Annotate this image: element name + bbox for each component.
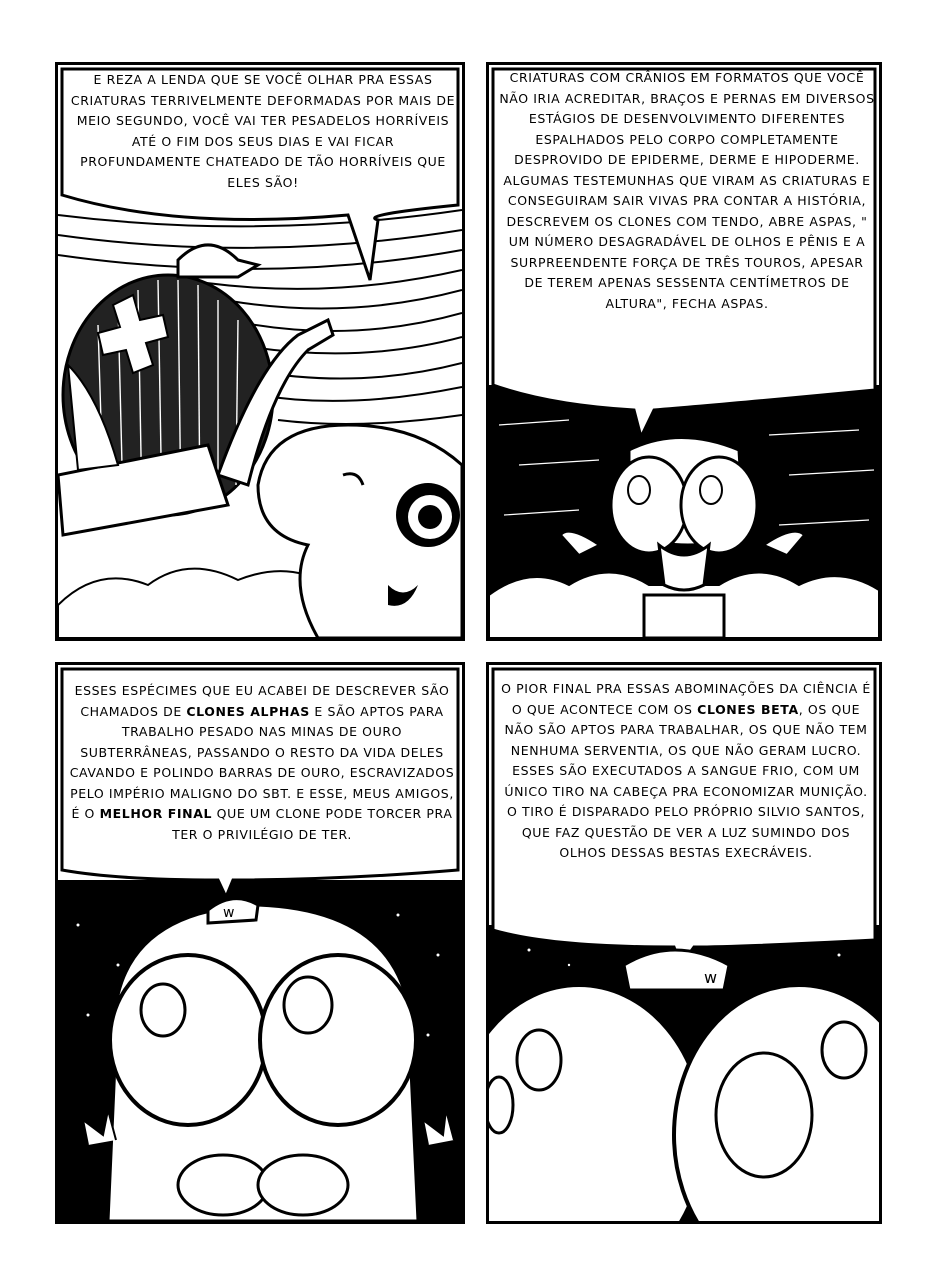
cap-letter: w — [704, 968, 718, 987]
comic-panel-2 — [486, 62, 882, 641]
comic-panel-4 — [486, 662, 882, 1224]
comic-panel-3 — [55, 662, 465, 1224]
speech-bubble-text: O PIOR FINAL PRA ESSAS ABOMINAÇÕES DA CIÊNCIA É O QUE ACONTECE COM OS CLONES BETA, OS QUE NÃO SÃO APTOS PARA TRABALHAR, OS QUE NÃO TEM NENHUMA SERVENTIA, OS QUE NÃO GERAM LUCRO. ESSES SÃO EXECUTADOS A SANGUE FRIO, COM UM ÚNICO TIRO NA CABEÇA PRA ECONOMIZAR MUNIÇÃO. O TIRO É DISPARADO PELO PRÓPRIO SILVIO SANTOS, QUE FAZ QUESTÃO DE VER A LUZ SUMINDO DOS OLHOS DESSAS BESTAS EXECRÁVEIS. — [501, 681, 871, 860]
speech-bubble-text: ESSES ESPÉCIMES QUE EU ACABEI DE DESCREVER SÃO CHAMADOS DE CLONES ALPHAS E SÃO APTOS PARA TRABALHO PESADO NAS MINAS DE OURO SUBTERRÂNEAS, PASSANDO O RESTO DA VIDA DELES CAVANDO E POLINDO BARRAS DE OURO, ESCRAVIZADOS PELO IMPÉRIO MALIGNO DO SBT. E ESSE, MEUS AMIGOS, É O MELHOR FINAL QUE UM CLONE PODE TORCER PRA TER O PRIVILÉGIO DE TER. — [69, 683, 455, 842]
cap-icon — [178, 245, 258, 277]
cap-letter: w — [223, 905, 235, 921]
clone-character-eyes-closeup — [489, 950, 879, 1221]
speech-bubble-text: E REZA A LENDA QUE SE VOCÊ OLHAR PRA ESSAS CRIATURAS TERRIVELMENTE DEFORMADAS POR MAIS DE MEIO SEGUNDO, VOCÊ VAI TER PESADELOS HORRÍVEIS ATÉ O FIM DOS SEUS DIAS E VAI FICAR PROFUNDAMENTE CHATEADO DE TÃO HORRÍVEIS QUE ELES SÃO! — [70, 72, 456, 190]
speech-bubble-text: CRIATURAS COM CRÂNIOS EM FORMATOS QUE VOCÊ NÃO IRIA ACREDITAR, BRAÇOS E PERNAS EM DIVERSOS ESTÁGIOS DE DESENVOLVIMENTO DIFERENTES ESPALHADOS PELO CORPO COMPLETAMENTE DESPROVIDO DE EPIDERME, DERME E HIPODERME. ALGUMAS TESTEMUNHAS QUE VIRAM AS CRIATURAS E CONSEGUIRAM SAIR VIVAS PRA CONTAR A HISTÓRIA, DESCREVEM OS CLONES COM TENDO, ABRE ASPAS, " UM NÚMERO DESAGRADÁVEL DE OLHOS E PÊNIS E A SURPREENDENTE FORÇA DE TRÊS TOUROS, APESAR DE TEREM APENAS SESSENTA CENTÍMETROS DE ALTURA", FECHA ASPAS. — [499, 70, 875, 311]
comic-panel-1 — [55, 62, 465, 641]
